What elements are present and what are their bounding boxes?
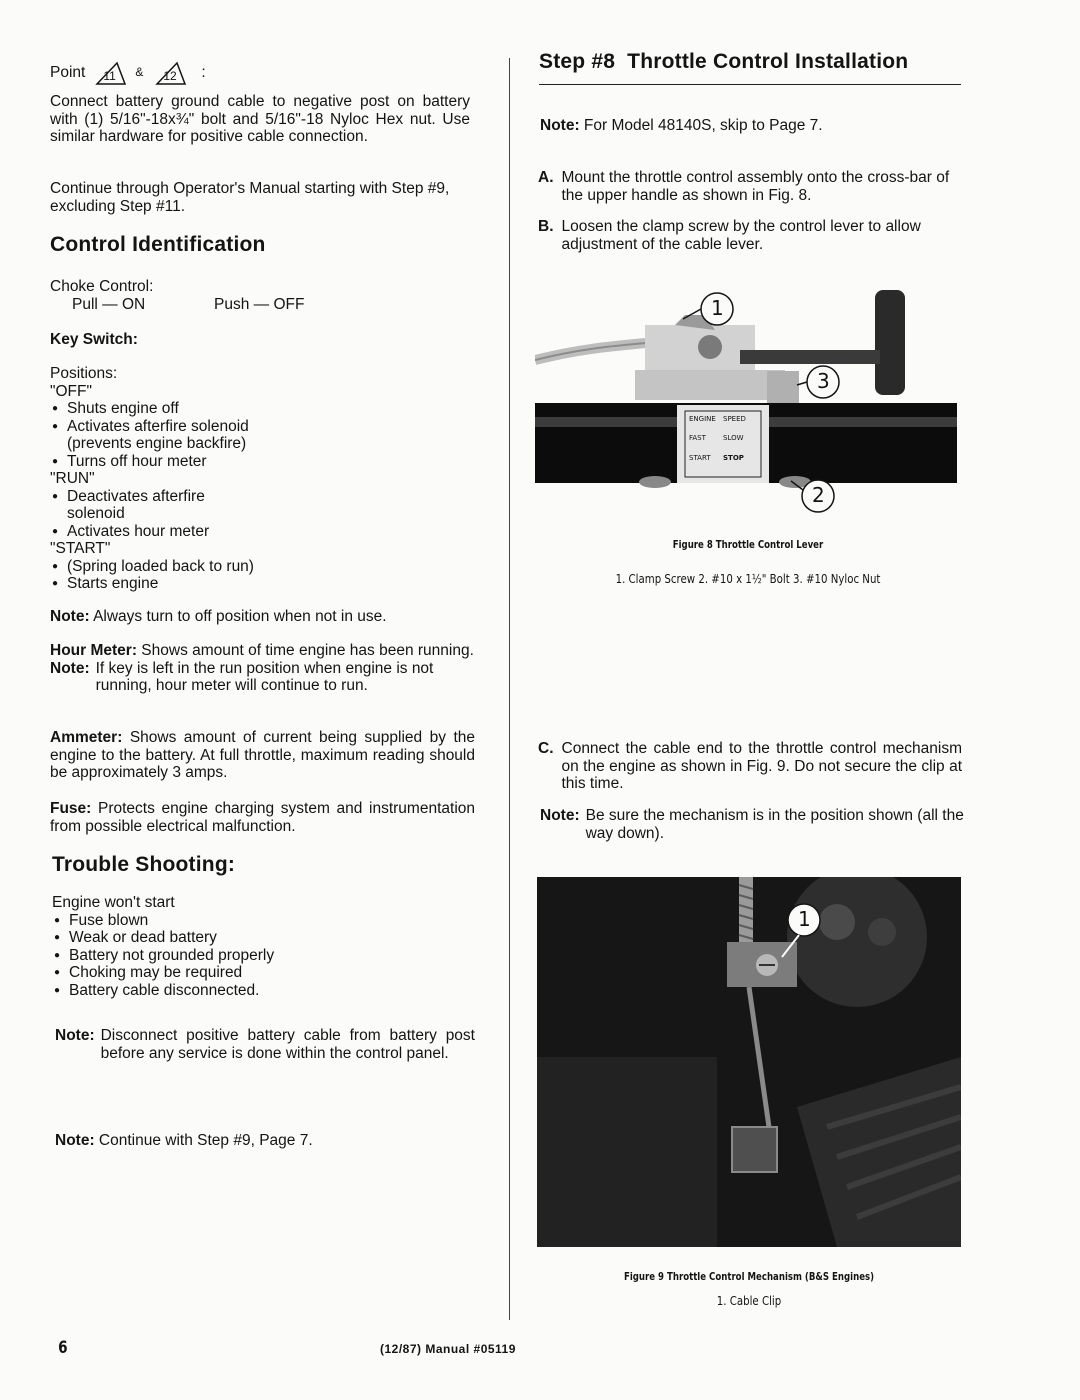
fig8-callout-1: 1	[711, 296, 724, 320]
choke-label: Choke Control:	[50, 278, 154, 295]
choke-pull: Pull — ON	[72, 295, 146, 313]
list-item: ● Battery not grounded properly	[52, 947, 472, 965]
choke-push: Push — OFF	[214, 295, 305, 313]
warning-triangle-icon	[93, 60, 129, 86]
note-label: Note:	[540, 807, 580, 824]
note-continue-text: Continue with Step #9, Page 7.	[98, 1132, 313, 1149]
hour-meter-block	[50, 642, 475, 695]
off-list-2	[50, 453, 470, 471]
note-continue	[55, 1132, 475, 1150]
fuse-paragraph	[50, 800, 475, 835]
list-item: ● Shuts engine off	[50, 400, 470, 418]
hour-note-text: If key is left in the run position when engine is not running, hour meter will continue to run.	[95, 659, 434, 694]
step-a-label: A.	[538, 169, 554, 186]
ammeter-text: Shows amount of current being supplied by the engine to the battery. At full throttle, maximum reading should be approximately 3 amps.	[50, 729, 475, 781]
figure-8-photo	[535, 285, 961, 515]
fuse-text: Protects engine charging system and instrumentation from possible electrical malfunction.	[50, 800, 476, 835]
step-a	[538, 169, 960, 204]
fig9-title-text: Figure 9 Throttle Control Mechanism (B&S Engines)	[623, 1270, 875, 1283]
ammeter-label: Ammeter:	[50, 729, 123, 746]
note-off-position	[50, 608, 475, 626]
list-item: ● Deactivates afterfire	[50, 488, 470, 506]
figure-9-photo	[537, 877, 961, 1247]
figure-9-caption	[537, 1294, 961, 1308]
note-label: Note:	[50, 608, 90, 625]
step-c-label: C.	[538, 740, 554, 757]
control-identification-heading: Control Identification	[50, 233, 266, 256]
step-8-heading: Step #8 Throttle Control Installation	[539, 50, 909, 73]
step-c-text: Connect the cable end to the throttle control mechanism on the engine as shown in Fig. 9. Do not secure the clip at this time.	[561, 740, 962, 792]
note-disconnect	[55, 1027, 475, 1062]
decal-text: FAST	[689, 434, 706, 443]
step-b-label: B.	[538, 218, 554, 235]
decal-text: START	[689, 453, 711, 462]
fig9-callout-1: 1	[798, 907, 811, 931]
list-item: ● Battery cable disconnected.	[52, 982, 472, 1000]
key-positions-block	[50, 365, 470, 593]
point-ampersand: &	[135, 65, 144, 80]
ammeter-paragraph	[50, 729, 475, 782]
list-item: ● Choking may be required	[52, 964, 472, 982]
figure-8-caption	[535, 572, 961, 586]
note-mechanism	[540, 807, 964, 842]
manual-reference: (12/87) Manual #05119	[380, 1342, 516, 1356]
point-number-12: 12	[163, 69, 177, 83]
decal-text: ENGINE	[689, 415, 716, 423]
run-list-2	[50, 523, 470, 541]
run-sub: solenoid	[67, 505, 125, 522]
run-label: "RUN"	[50, 470, 95, 487]
hour-meter-text: Shows amount of time engine has been running.	[141, 642, 474, 659]
figure-8-title	[535, 538, 961, 551]
choke-control-block	[50, 278, 470, 313]
list-item: ● Activates hour meter	[50, 523, 470, 541]
off-list	[50, 400, 470, 435]
decal-text: SLOW	[723, 434, 744, 443]
step-c	[538, 740, 962, 793]
fig8-caption-text: 1. Clamp Screw 2. #10 x 1½" Bolt 3. #10 Nyloc Nut	[615, 572, 881, 586]
point-label: Point	[50, 64, 86, 82]
trouble-shooting-heading: Trouble Shooting:	[52, 853, 236, 876]
note-disconnect-text: Disconnect positive battery cable from battery post before any service is done within the control panel.	[100, 1027, 475, 1062]
heading-rule	[539, 84, 961, 85]
trouble-block	[52, 894, 472, 999]
note-label: Note:	[55, 1027, 95, 1044]
step-b-text: Loosen the clamp screw by the control lever to allow adjustment of the cable lever.	[561, 218, 921, 253]
warning-triangle-icon	[153, 60, 189, 86]
key-switch-label: Key Switch:	[50, 331, 138, 348]
trouble-list	[52, 912, 472, 1000]
start-list	[50, 558, 470, 593]
positions-label: Positions:	[50, 365, 118, 382]
point-line	[50, 60, 470, 86]
step-b	[538, 218, 960, 253]
off-label: "OFF"	[50, 382, 92, 400]
note-model-text: For Model 48140S, skip to Page 7.	[583, 117, 823, 134]
start-label: "START"	[50, 540, 111, 557]
note-text: Always turn to off position when not in use.	[93, 608, 387, 625]
battery-ground-paragraph: Connect battery ground cable to negative post on battery with (1) 5/16"-18x¾" bolt and 5/16"-18 Nyloc Hex nut. Use similar hardware for positive cable connection.	[50, 93, 470, 145]
list-item: ● (Spring loaded back to run)	[50, 558, 470, 576]
wont-start-label: Engine won't start	[52, 894, 175, 911]
point-number-11: 11	[103, 69, 116, 83]
list-item: ● Turns off hour meter	[50, 453, 470, 471]
hour-meter-label: Hour Meter:	[50, 642, 137, 659]
figure-9-title	[537, 1270, 961, 1283]
fuse-label: Fuse:	[50, 800, 92, 817]
note-model	[540, 117, 960, 135]
run-list	[50, 488, 470, 506]
fig8-title-text: Figure 8 Throttle Control Lever	[672, 538, 824, 551]
off-sub: (prevents engine backfire)	[67, 435, 247, 452]
continue-paragraph: Continue through Operator's Manual starting with Step #9, excluding Step #11.	[50, 180, 450, 215]
list-item: ● Fuse blown	[52, 912, 472, 930]
note-label: Note:	[540, 117, 580, 134]
point-colon: :	[201, 64, 206, 82]
decal-text: STOP	[723, 453, 744, 462]
column-divider	[509, 58, 510, 1320]
list-item: ● Activates afterfire solenoid	[50, 418, 470, 436]
page-number: 6	[58, 1338, 68, 1358]
list-item: ● Starts engine	[50, 575, 470, 593]
step-a-text: Mount the throttle control assembly onto the cross-bar of the upper handle as shown in Fig. 8.	[561, 169, 950, 204]
note-mechanism-text: Be sure the mechanism is in the position shown (all the way down).	[585, 807, 964, 842]
list-item: ● Weak or dead battery	[52, 929, 472, 947]
fig8-callout-2: 2	[812, 483, 825, 507]
note-label: Note:	[50, 659, 90, 677]
decal-text: SPEED	[723, 415, 746, 423]
fig9-caption-text: 1. Cable Clip	[716, 1294, 782, 1308]
fig8-decal	[689, 415, 757, 473]
note-label: Note:	[55, 1132, 95, 1149]
fig8-callout-3: 3	[817, 369, 830, 393]
